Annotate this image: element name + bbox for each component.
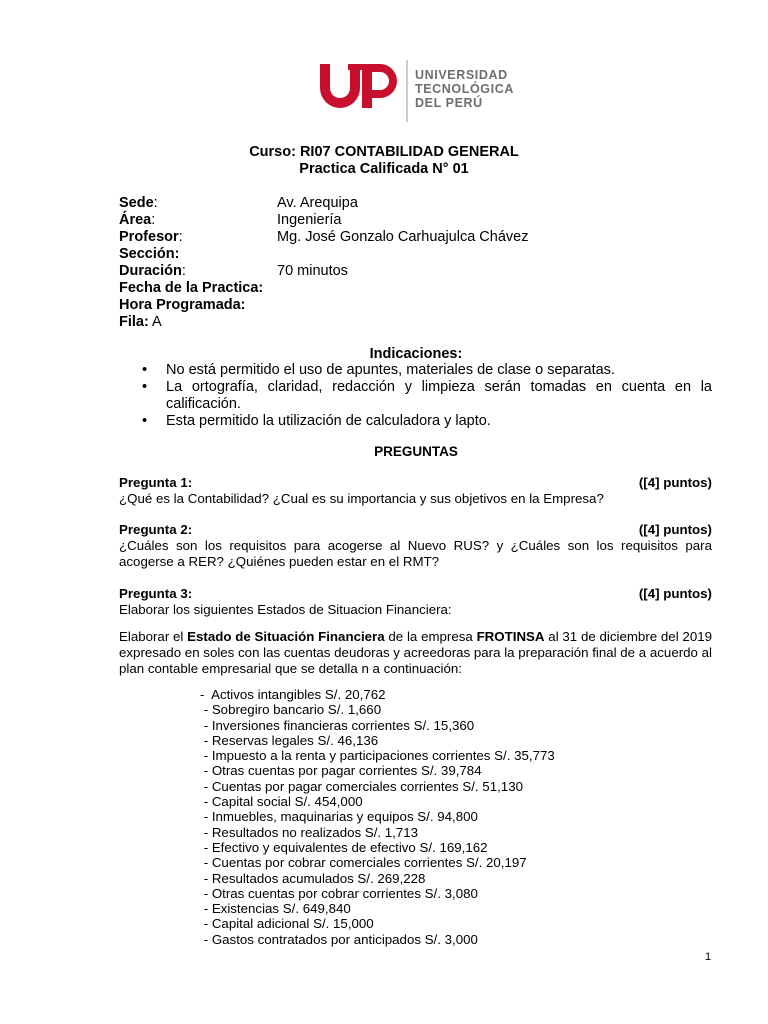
paragraph-text: de la empresa [384, 629, 477, 644]
account-item: - Impuesto a la renta y participaciones corrientes S/. 35,773 [200, 748, 555, 764]
account-item: - Resultados acumulados S/. 269,228 [200, 870, 426, 886]
account-item: - Cuentas por cobrar comerciales corrientes S/. 20,197 [200, 855, 527, 871]
question-points: ([4] puntos) [638, 522, 712, 537]
paragraph-text: Elaborar el [119, 629, 188, 644]
section-title: PREGUNTAS [374, 444, 458, 459]
info-label: Sección: [119, 246, 180, 262]
info-label: Sede [119, 195, 154, 211]
info-value: Av. Arequipa [277, 195, 358, 211]
info-row-sede [119, 195, 358, 212]
info-label: Fila: [119, 314, 149, 330]
info-label: Área [119, 212, 152, 228]
info-row-seccion [119, 246, 263, 263]
university-name-line3: DEL PERÚ [415, 96, 483, 110]
question-points: ([4] puntos) [638, 586, 712, 601]
question-text: ¿Qué es la Contabilidad? ¿Cual es su importancia y sus objetivos en la Empresa? [119, 491, 604, 506]
question-text: ¿Cuáles son los requisitos para acogerse al Nuevo RUS? y ¿Cuáles son los requisitos para acogerse a RER? ¿Quiénes pueden estar en el RMT? [119, 538, 712, 569]
info-label: Hora Programada: [119, 297, 246, 313]
info-value-inline: A [152, 314, 162, 330]
info-value: Mg. José Gonzalo Carhuajulca Chávez [277, 229, 529, 245]
account-item: - Inmuebles, maquinarias y equipos S/. 94,800 [200, 809, 478, 825]
indications-list [140, 362, 712, 430]
question-header [119, 522, 712, 538]
account-item: - Resultados no realizados S/. 1,713 [200, 824, 419, 840]
question-header [119, 586, 712, 602]
indication-item: • No está permitido el uso de apuntes, materiales de clase o separatas. [140, 362, 712, 379]
question-3-paragraph [119, 629, 712, 677]
info-suffix: : [181, 263, 186, 279]
account-item: - Reservas legales S/. 46,136 [200, 732, 379, 748]
paragraph-bold-statement: Estado de Situación Financiera [187, 629, 385, 644]
info-value: 70 minutos [277, 263, 348, 279]
indications-title: Indicaciones: [369, 346, 463, 362]
page-number: 1 [705, 951, 712, 963]
university-name-line2: TECNOLÓGICA [415, 82, 514, 96]
account-item: - Efectivo y equivalentes de efectivo S/. 169,162 [200, 839, 488, 855]
question-label: Pregunta 3: [119, 586, 193, 601]
info-row-fecha [119, 280, 263, 297]
question-header [119, 475, 712, 491]
info-suffix: : [151, 212, 156, 228]
university-name-line1: UNIVERSIDAD [415, 68, 508, 82]
question-2 [119, 522, 712, 570]
info-row-area [119, 212, 342, 229]
indication-item: • La ortografía, claridad, redacción y limpieza serán tomadas en cuenta en la calificación. [140, 379, 712, 413]
info-row-hora [119, 297, 263, 314]
info-suffix: : [153, 195, 158, 211]
question-label: Pregunta 2: [119, 522, 193, 537]
info-block [119, 195, 529, 331]
info-row-fila [119, 314, 263, 331]
account-item: - Capital social S/. 454,000 [200, 794, 363, 810]
info-label: Duración [119, 263, 182, 279]
question-text: Elaborar los siguientes Estados de Situacion Financiera: [119, 602, 452, 617]
account-item: - Sobregiro bancario S/. 1,660 [200, 702, 382, 718]
question-label: Pregunta 1: [119, 475, 193, 490]
question-points: ([4] puntos) [638, 475, 712, 490]
info-label: Profesor [119, 229, 179, 245]
info-suffix: : [178, 229, 183, 245]
question-1 [119, 475, 712, 507]
info-row-profesor [119, 229, 529, 246]
indication-item: • Esta permitido la utilización de calculadora y lapto. [140, 413, 712, 430]
account-item: - Otras cuentas por pagar corrientes S/. 39,784 [200, 763, 482, 779]
info-value: Ingeniería [277, 212, 342, 228]
account-item: - Activos intangibles S/. 20,762 [200, 687, 386, 702]
question-3 [119, 586, 712, 618]
info-label: Fecha de la Practica: [119, 280, 264, 296]
account-item: - Cuentas por pagar comerciales corrientes S/. 51,130 [200, 778, 523, 794]
account-item: - Otras cuentas por cobrar corrientes S/. 3,080 [200, 885, 478, 901]
paragraph-bold-company: FROTINSA [476, 629, 545, 644]
accounts-list [200, 687, 555, 947]
paragraph-text: al 31 de diciembre del 2019 expresado en soles con las cuentas deudoras y acreedoras para la preparación final de a acuerdo al plan contable empresarial que se detalla n a continuación: [119, 629, 712, 676]
info-row-duracion [119, 263, 348, 280]
course-title: Curso: RI07 CONTABILIDAD GENERAL [249, 144, 519, 160]
exam-title: Practica Calificada N° 01 [299, 161, 469, 177]
account-item: - Capital adicional S/. 15,000 [200, 916, 374, 932]
account-item: - Existencias S/. 649,840 [200, 901, 351, 917]
university-name [415, 68, 514, 110]
account-item: - Inversiones financieras corrientes S/. 15,360 [200, 717, 475, 733]
account-item: - Gastos contratados por anticipados S/. 3,000 [200, 931, 478, 947]
